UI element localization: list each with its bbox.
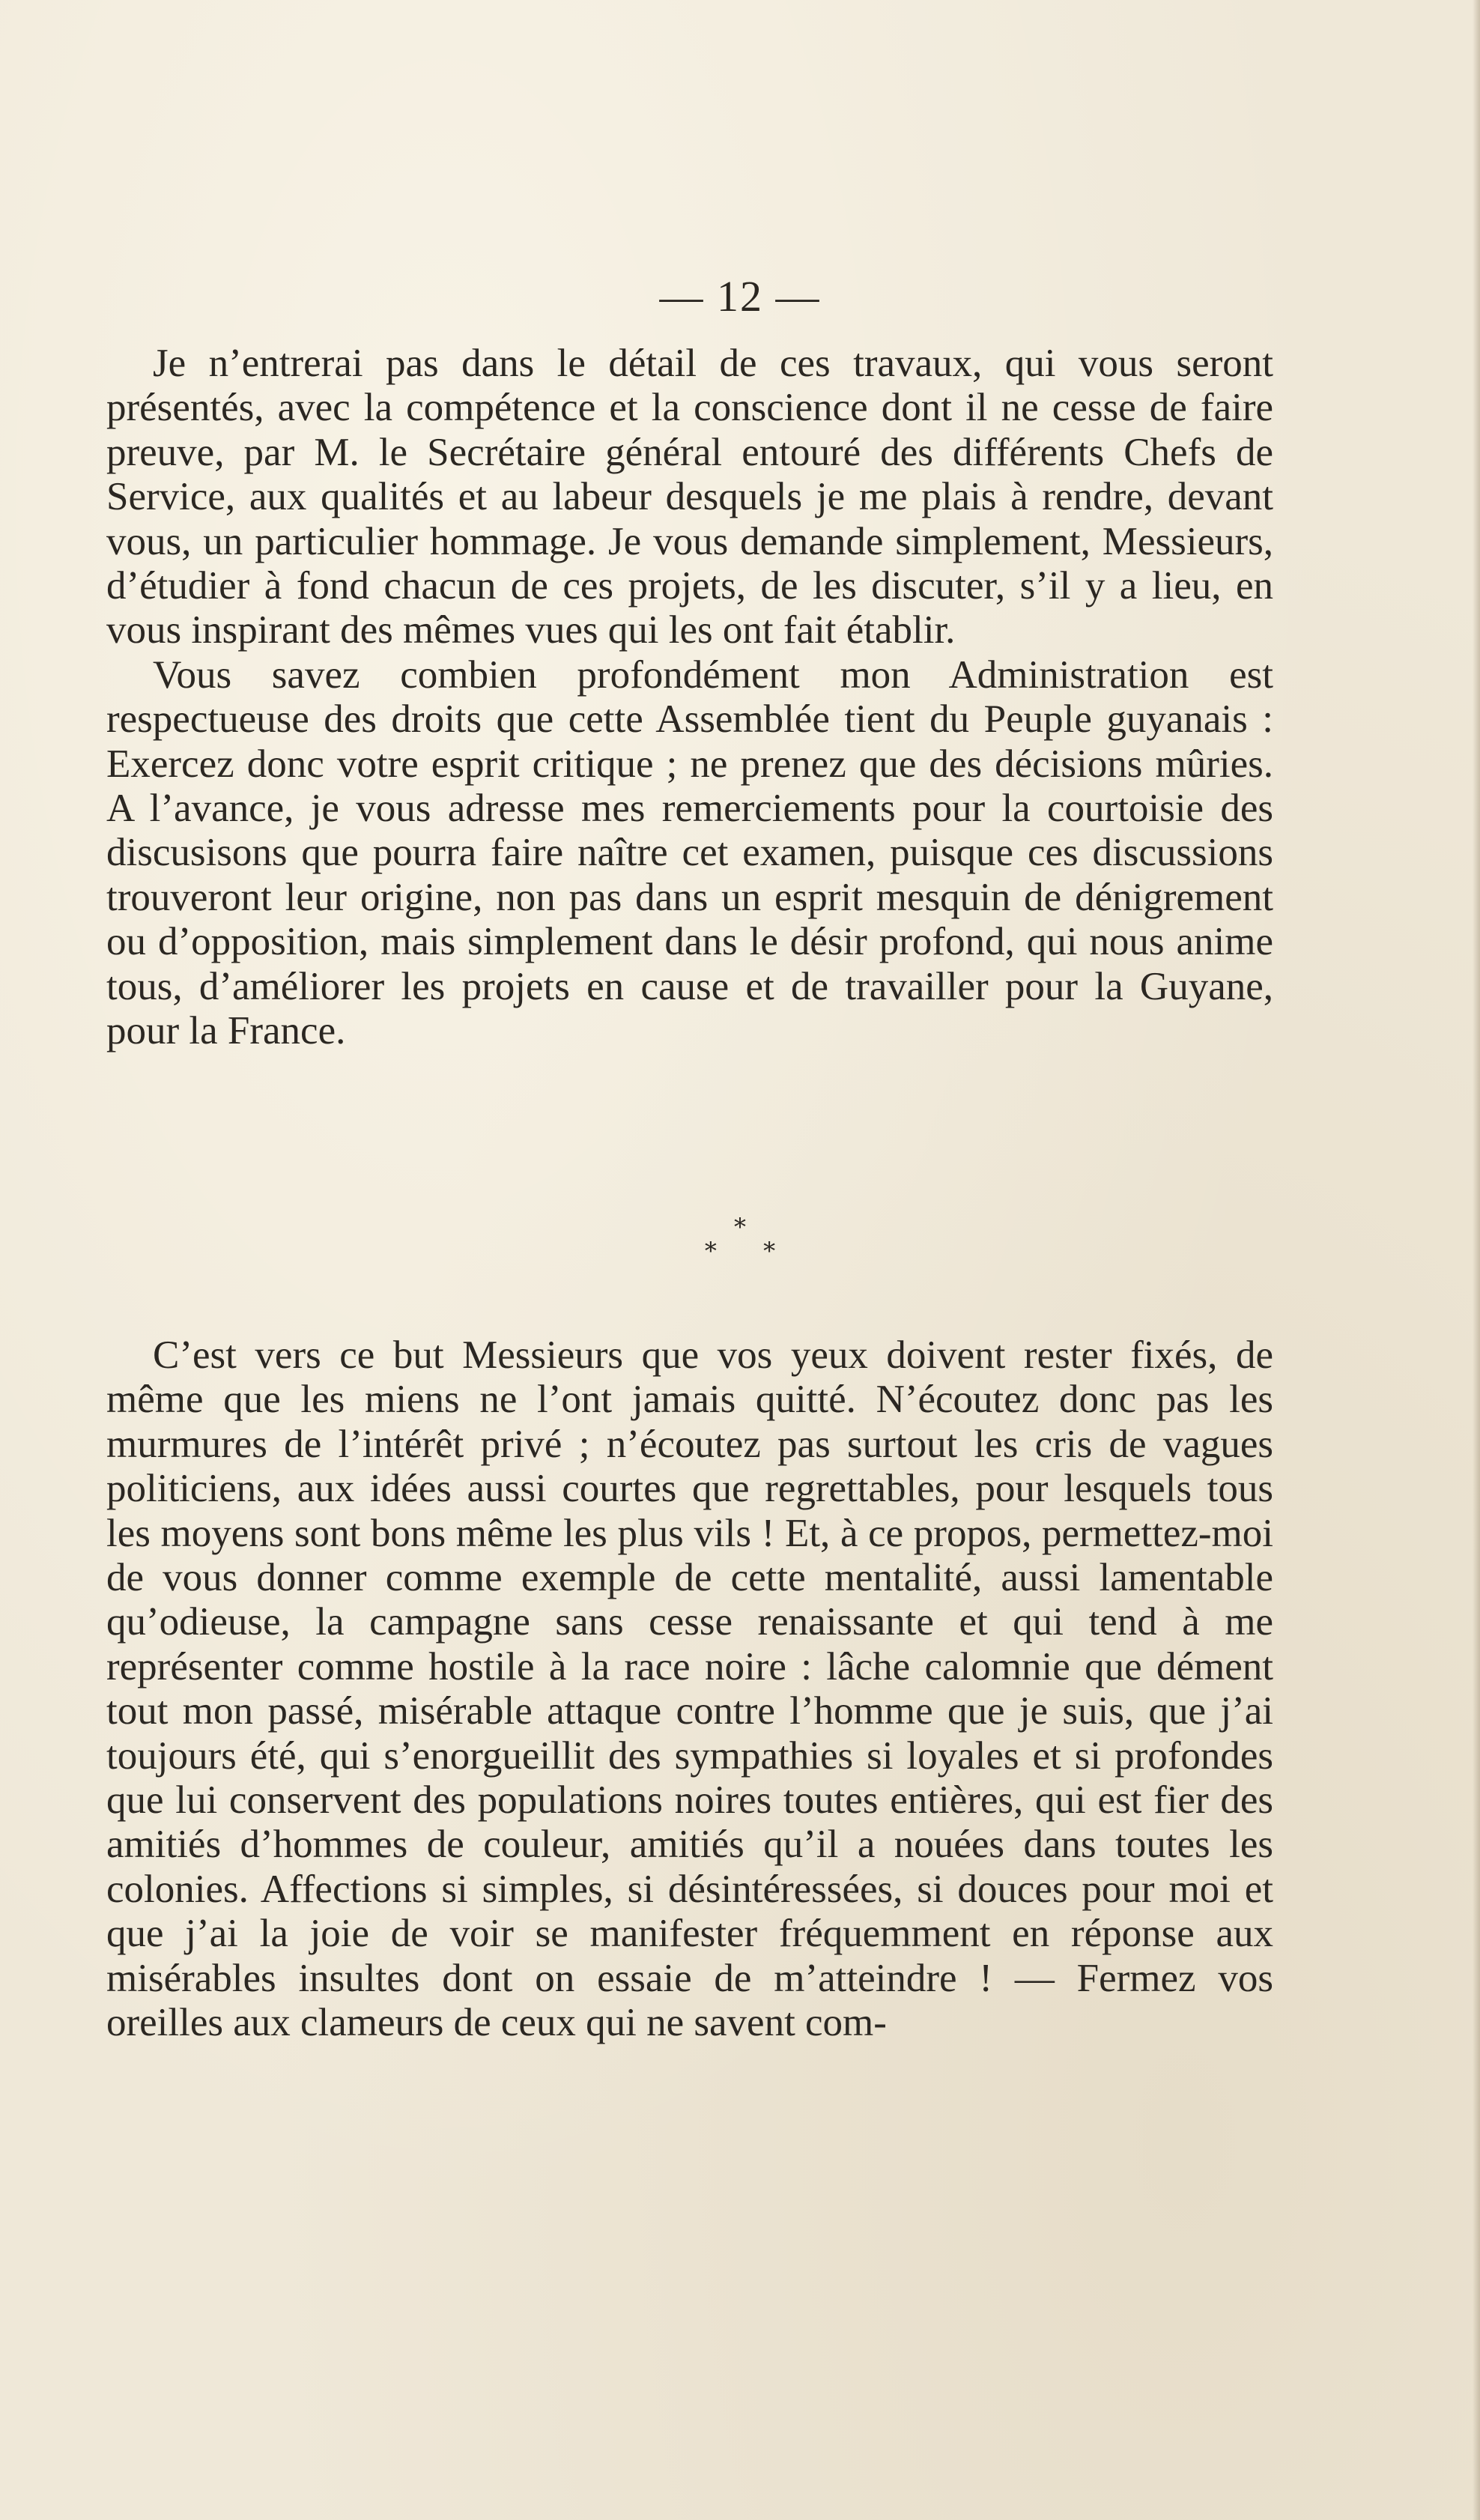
paragraph: C’est vers ce but Messieurs que vos yeux doivent rester fixés, de même que les miens ne l’ont jamais quitté. N’écoutez donc pas les murmures de l’intérêt privé ; n’écoutez pas surtout les cris de vagues politiciens, aux idées aussi courtes que regrettables, pour lesquels tous les moyens sont bons même les plus vils ! Et, à ce propos, permettez-moi de vous donner comme exemple de cette mentalité, aussi lamentable qu’odieuse, la campagne sans cesse renaissante et qui tend à me représenter comme hostile à la race noire : lâche calomnie que dément tout mon passé, misérable attaque contre l’homme que je suis, que j’ai toujours été, qui s’enorgueillit des sympathies si loyales et si profondes que lui conservent des populations noires toutes entières, qui est fier des amitiés d’hommes de couleur, amitiés qu’il a nouées dans toutes les colonies. Affections si simples, si désintéressées, si douces pour moi et que j’ai la joie de voir se manifester fréquemment en réponse aux misérables insultes dont on essaie de m’atteindre ! — Fermez vos oreilles aux clameurs de ceux qui ne savent com- xyxy=(106,1333,1273,2045)
asterism-top: * xyxy=(734,1213,746,1241)
asterism-separator xyxy=(0,1215,1480,1263)
body-text-top xyxy=(106,342,1273,1054)
asterism-bottom: * * xyxy=(704,1237,795,1265)
paragraph: Je n’entrerai pas dans le détail de ces travaux, qui vous seront présentés, avec la compétence et la conscience dont il ne cesse de faire preuve, par M. le Secrétaire général entouré des différents Chefs de Service, aux qualités et au labeur desquels je me plais à rendre, devant vous, un particulier hommage. Je vous demande simplement, Messieurs, d’étudier à fond chacun de ces projets, de les discuter, s’il y a lieu, en vous inspirant des mêmes vues qui les ont fait établir. xyxy=(106,342,1273,652)
paragraph: Vous savez combien profondément mon Administration est respectueuse des droits que cette Assemblée tient du Peuple guyanais : Exercez donc votre esprit critique ; ne prenez que des décisions mûries. A l’avance, je vous adresse mes remerciements pour la courtoisie des discusisons que pourra faire naître cet examen, puisque ces discussions trouveront leur origine, non pas dans un esprit mesquin de dénigrement ou d’opposition, mais simplement dans le désir profond, qui nous anime tous, d’améliorer les projets en cause et de travailler pour la Guyane, pour la France. xyxy=(106,652,1273,1053)
page-number: — 12 — xyxy=(659,272,821,321)
body-text-bottom xyxy=(106,1333,1273,2046)
